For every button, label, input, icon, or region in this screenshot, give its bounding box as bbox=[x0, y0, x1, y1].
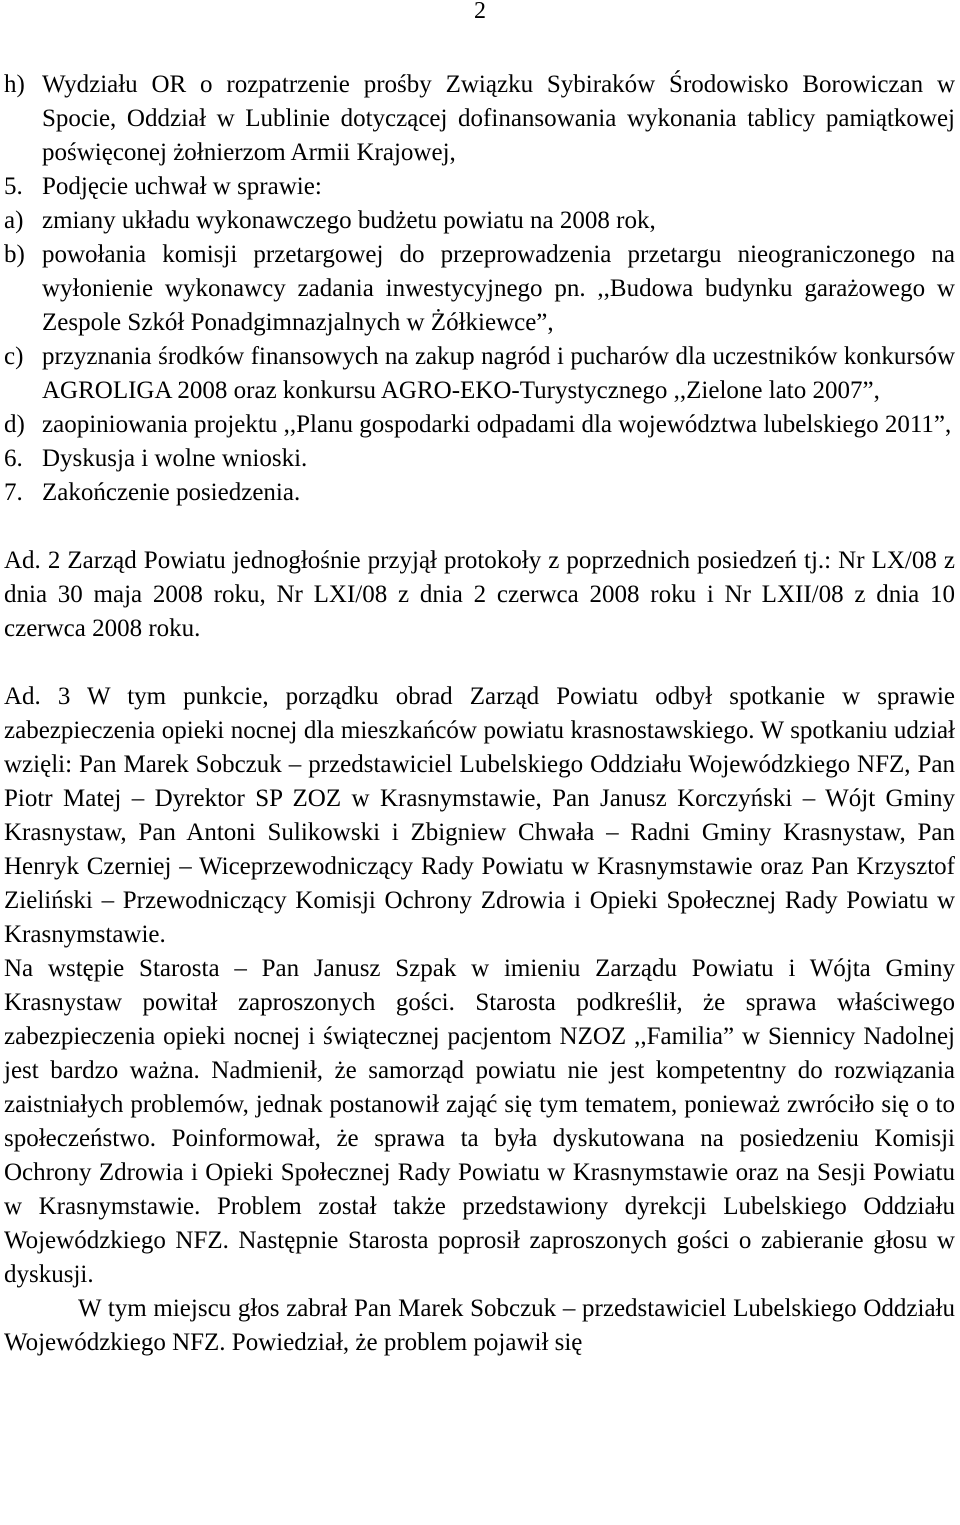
agenda-item-label: a) bbox=[4, 207, 24, 234]
agenda-item-h bbox=[4, 68, 955, 170]
agenda-item-label: h) bbox=[4, 71, 25, 98]
agenda-item-text: zmiany układu wykonawczego budżetu powiatu na 2008 rok, bbox=[42, 207, 656, 234]
paragraph-ad3-sobczuk: W tym miejscu głos zabrał Pan Marek Sobczuk – przedstawiciel Lubelskiego Oddziału Wojewódzkiego NFZ. Powiedział, że problem pojawił się bbox=[4, 1295, 955, 1356]
paragraph-ad3-intro: Ad. 3 W tym punkcie, porządku obrad Zarząd Powiatu odbył spotkanie w sprawie zabezpieczenia opieki nocnej dla mieszkańców powiatu krasnostawskiego. W spotkaniu udział wzięli: Pan Marek Sobczuk – przedstawiciel Lubelskiego Oddziału Wojewódzkiego NFZ, Pan Piotr Matej – Dyrektor SP ZOZ w Krasnymstawie, Pan Janusz Korczyński – Wójt Gminy Krasnystaw, Pan Antoni Sulikowski i Zbigniew Chwała – Radni Gminy Krasnystaw, Pan Henryk Czerniej – Wiceprzewodniczący Rady Powiatu w Krasnymstawie oraz Pan Krzysztof Zieliński – Przewodniczący Komisji Ochrony Zdrowia i Opieki Społecznej Rady Powiatu w Krasnymstawie. bbox=[4, 683, 955, 948]
agenda-item-5c bbox=[4, 340, 955, 408]
agenda-item-5 bbox=[4, 170, 955, 204]
agenda-item-5a bbox=[4, 204, 955, 238]
agenda-item-text: Wydziału OR o rozpatrzenie prośby Związku Sybiraków Środowisko Borowiczan w Spocie, Oddział w Lublinie dotyczącej dofinansowania wykonania tablicy pamiątkowej poświęconej żołnierzom Armii Krajowej, bbox=[42, 71, 955, 166]
agenda-item-7 bbox=[4, 476, 955, 510]
page-number: 2 bbox=[474, 0, 486, 24]
agenda-item-label: 5. bbox=[4, 173, 23, 200]
agenda-item-text: Dyskusja i wolne wnioski. bbox=[42, 445, 308, 472]
agenda-item-text: Podjęcie uchwał w sprawie: bbox=[42, 173, 322, 200]
document-body bbox=[4, 68, 955, 1360]
agenda-item-label: d) bbox=[4, 411, 25, 438]
agenda-item-text: zaopiniowania projektu ,,Planu gospodarki odpadami dla województwa lubelskiego 2011”, bbox=[42, 411, 952, 438]
agenda-item-text: przyznania środków finansowych na zakup nagród i pucharów dla uczestników konkursów AGROLIGA 2008 oraz konkursu AGRO-EKO-Turystycznego ,,Zielone lato 2007”, bbox=[42, 343, 955, 404]
agenda-item-label: c) bbox=[4, 343, 24, 370]
paragraph-ad2: Ad. 2 Zarząd Powiatu jednogłośnie przyjął protokoły z poprzednich posiedzeń tj.: Nr LX/08 z dnia 30 maja 2008 roku, Nr LXI/08 z dnia 2 czerwca 2008 roku i Nr LXII/08 z dnia 10 czerwca 2008 roku. bbox=[4, 547, 955, 642]
spacer bbox=[4, 510, 955, 544]
agenda-item-label: 6. bbox=[4, 445, 23, 472]
agenda-item-label: 7. bbox=[4, 479, 23, 506]
agenda-item-5b bbox=[4, 238, 955, 340]
spacer bbox=[4, 646, 955, 680]
agenda-item-label: b) bbox=[4, 241, 25, 268]
agenda-item-text: Zakończenie posiedzenia. bbox=[42, 479, 301, 506]
paragraph-ad3-welcome: Na wstępie Starosta – Pan Janusz Szpak w imieniu Zarządu Powiatu i Wójta Gminy Krasnystaw powitał zaproszonych gości. Starosta podkreślił, że sprawa właściwego zabezpieczenia opieki nocnej i świątecznej pacjentom NZOZ ,,Familia” w Siennicy Nadolnej jest bardzo ważna. Nadmienił, że samorząd powiatu nie jest kompetentny do rozwiązania zaistniałych problemów, jednak postanowił zająć się tym tematem, ponieważ zwróciło się o to społeczeństwo. Poinformował, że sprawa ta była dyskutowana na posiedzeniu Komisji Ochrony Zdrowia i Opieki Społecznej Rady Powiatu w Krasnymstawie oraz na Sesji Powiatu w Krasnymstawie. Problem został także przedstawiony dyrekcji Lubelskiego Oddziału Wojewódzkiego NFZ. Następnie Starosta poprosił zaproszonych gości o zabieranie głosu w dyskusji. bbox=[4, 955, 955, 1288]
agenda-item-6 bbox=[4, 442, 955, 476]
agenda-item-5d bbox=[4, 408, 955, 442]
agenda-item-text: powołania komisji przetargowej do przeprowadzenia przetargu nieograniczonego na wyłonienie wykonawcy zadania inwestycyjnego pn. ,,Budowa budynku garażowego w Zespole Szkół Ponadgimnazjalnych w Żółkiewce”, bbox=[42, 241, 955, 336]
